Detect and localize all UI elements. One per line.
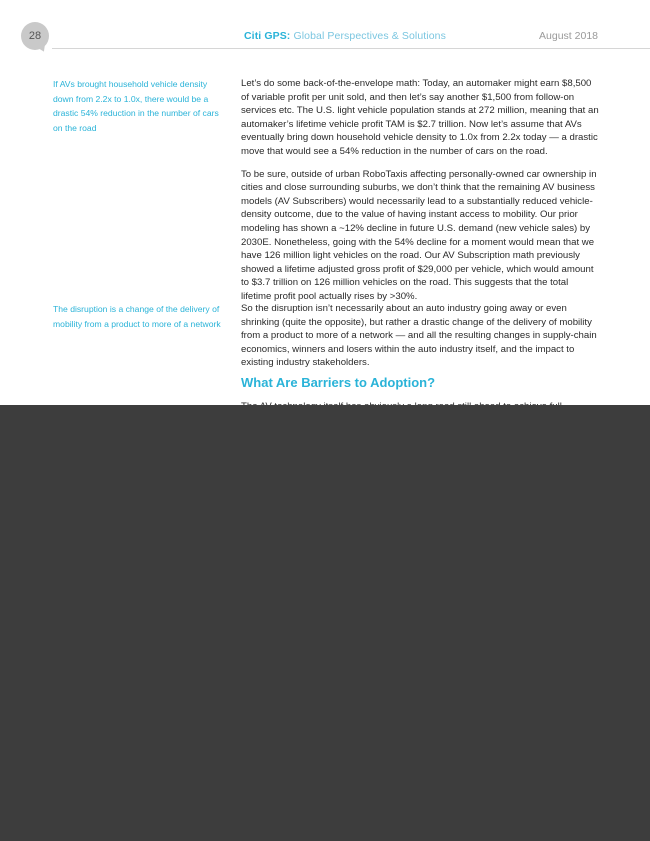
paragraph-to-be-sure: To be sure, outside of urban RoboTaxis affecting personally-owned car ownership in cities and close surrounding suburbs, we don’t think that the remaining AV business models (AV Subscribers) would necessarily lead to a substantially reduced vehicle-density outcome, due to the value of having instant access to mobility. Our prior modeling has shown a ~12% decline in future U.S. demand (new vehicle sales) by 2030E. Nonetheless, going with the 54% decline for a moment would mean that we have 126 million light vehicles on the road. Our AV Subscription math previously showed a lifetime adjusted gross profit of $29,000 per vehicle, which would amount to $3.7 trillion on 126 million vehicles on the road. This suggests that the total lifetime profit pool actually rises by >30%. <box>241 168 597 302</box>
paragraph-disruption: So the disruption isn’t necessarily about an auto industry going away or even shrinking (quite the opposite), but rather a drastic change of the delivery of mobility from a product to more of a network — and all the resulting changes in supply-chain economics, winners and losers within the auto industry itself, and the impact to existing industry stakeholders. <box>241 303 597 369</box>
body-column <box>241 77 601 313</box>
sidenote-disruption: The disruption is a change of the delivery of mobility from a product to more of a network <box>53 304 221 329</box>
header-divider <box>52 48 650 49</box>
header-date: August 2018 <box>539 30 598 42</box>
dark-overlay-panel <box>0 405 650 841</box>
header-subtitle: Global Perspectives & Solutions <box>293 30 446 42</box>
page-number: 28 <box>28 30 42 42</box>
header-brand: Citi GPS: <box>244 30 291 42</box>
paragraph-back-of-envelope: Let’s do some back-of-the-envelope math: Today, an automaker might earn $8,500 of variable profit per unit sold, and then let’s say another $1,500 from follow-on services etc. The U.S. light vehicle population stands at 272 million, meaning that an automaker’s lifetime vehicle profit TAM is $2.7 trillion. Now let’s assume that AVs eventually bring down household vehicle density to 1.0x from 2.2x today — a drastic move that would see a 54% reduction in the number of cars on the road. <box>241 78 599 157</box>
body-column-continued <box>241 302 601 379</box>
section-heading-barriers: What Are Barriers to Adoption? <box>241 375 436 390</box>
sidenote-vehicle-density: If AVs brought household vehicle density down from 2.2x to 1.0x, there would be a drastic 54% reduction in the number of cars on the road <box>53 79 219 133</box>
running-header-title <box>244 30 446 42</box>
